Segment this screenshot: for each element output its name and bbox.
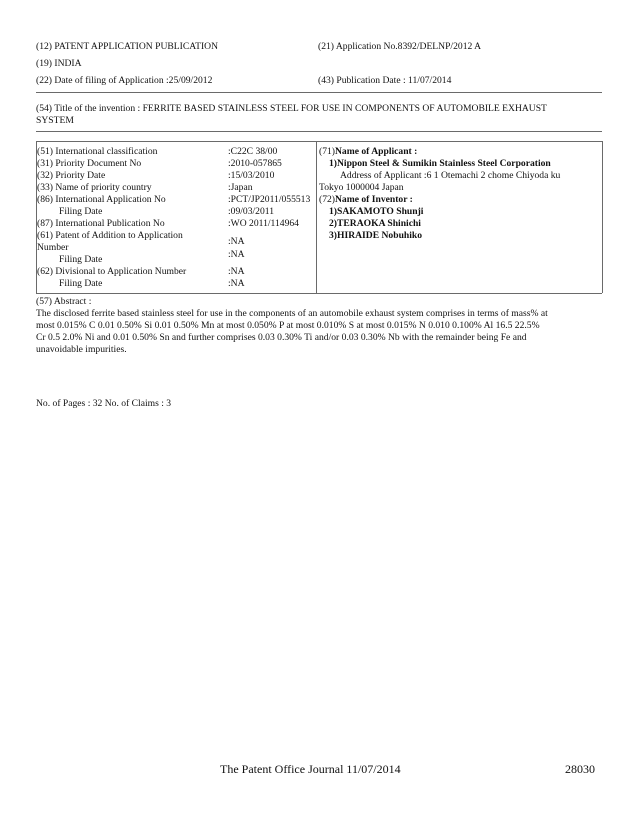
table-top-border xyxy=(36,141,602,142)
publication-date: (43) Publication Date : 11/07/2014 xyxy=(318,75,452,86)
field-62-filing-label: Filing Date xyxy=(59,278,103,289)
table-bottom-border xyxy=(36,293,602,294)
field-31-value: :2010-057865 xyxy=(228,158,282,169)
page-number: 28030 xyxy=(565,762,595,776)
field-86-label: (86) International Application No xyxy=(37,194,166,205)
field-87-label: (87) International Publication No xyxy=(37,218,165,229)
field-61-value: :NA xyxy=(228,236,245,247)
filing-date: (22) Date of filing of Application :25/09/2012 xyxy=(36,75,213,86)
field-33-label: (33) Name of priority country xyxy=(37,182,152,193)
applicant-address-line2: Tokyo 1000004 Japan xyxy=(319,182,404,193)
pages-and-claims-count: No. of Pages : 32 No. of Claims : 3 xyxy=(36,398,172,409)
inventor-heading-text: Name of Inventor : xyxy=(334,194,413,205)
inventor-heading xyxy=(319,194,413,206)
country: (19) INDIA xyxy=(36,58,82,69)
invention-title-line1: (54) Title of the invention : FERRITE BASED STAINLESS STEEL FOR USE IN COMPONENTS OF AUTOMOBILE EXHAUST xyxy=(36,103,547,114)
field-62-label: (62) Divisional to Application Number xyxy=(37,266,187,277)
field-61-filing-value: :NA xyxy=(228,249,245,260)
field-31-label: (31) Priority Document No xyxy=(37,158,142,169)
field-51-value: :C22C 38/00 xyxy=(228,146,278,157)
applicant-heading xyxy=(319,146,417,158)
application-number: (21) Application No.8392/DELNP/2012 A xyxy=(318,41,482,52)
field-87-value: :WO 2011/114964 xyxy=(228,218,299,229)
abstract-line: The disclosed ferrite based stainless steel for use in the components of an automobile exhaust system comprises in terms of mass% at xyxy=(36,308,548,319)
applicant-name: 1)Nippon Steel & Sumikin Stainless Steel Corporation xyxy=(329,158,551,169)
applicant-address-line1: Address of Applicant :6 1 Otemachi 2 chome Chiyoda ku xyxy=(340,170,561,181)
abstract-line: Cr 0.5 2.0% Ni and 0.01 0.50% Sn and further comprises 0.03 0.30% Ti and/or 0.03 0.30% Nb with the remainder being Fe and xyxy=(36,332,527,343)
inventor-name: 1)SAKAMOTO Shunji xyxy=(329,206,424,217)
field-62-filing-value: :NA xyxy=(228,278,245,289)
field-32-label: (32) Priority Date xyxy=(37,170,106,181)
divider-top xyxy=(36,92,602,93)
journal-footer: The Patent Office Journal 11/07/2014 xyxy=(220,762,401,776)
field-32-value: :15/03/2010 xyxy=(228,170,275,181)
abstract-heading: (57) Abstract : xyxy=(36,296,92,307)
applicant-heading-prefix: (71) xyxy=(319,146,335,157)
field-62-value: :NA xyxy=(228,266,245,277)
field-61-filing-label: Filing Date xyxy=(59,254,103,265)
field-86-filing-value: :09/03/2011 xyxy=(228,206,275,217)
publication-type: (12) PATENT APPLICATION PUBLICATION xyxy=(36,41,219,52)
divider-title xyxy=(36,131,602,132)
applicant-heading-text: Name of Applicant : xyxy=(334,146,418,157)
inventor-name: 3)HIRAIDE Nobuhiko xyxy=(329,230,423,241)
field-86-value: :PCT/JP2011/055513 xyxy=(228,194,311,205)
table-column-divider xyxy=(316,141,317,293)
inventor-name: 2)TERAOKA Shinichi xyxy=(329,218,421,229)
field-86-filing-label: Filing Date xyxy=(59,206,103,217)
invention-title-line2: SYSTEM xyxy=(36,115,74,126)
abstract-line: unavoidable impurities. xyxy=(36,344,127,355)
field-61-label-line2: Number xyxy=(37,242,69,253)
table-right-border xyxy=(602,141,603,293)
field-33-value: :Japan xyxy=(228,182,253,193)
inventor-heading-prefix: (72) xyxy=(319,194,335,205)
field-61-label-line1: (61) Patent of Addition to Application xyxy=(37,230,183,241)
abstract-line: most 0.015% C 0.01 0.50% Si 0.01 0.50% Mn at most 0.050% P at most 0.010% S at most 0.015% N 0.010 0.100% Al 16.5 22.5% xyxy=(36,320,540,331)
field-51-label: (51) International classification xyxy=(37,146,158,157)
